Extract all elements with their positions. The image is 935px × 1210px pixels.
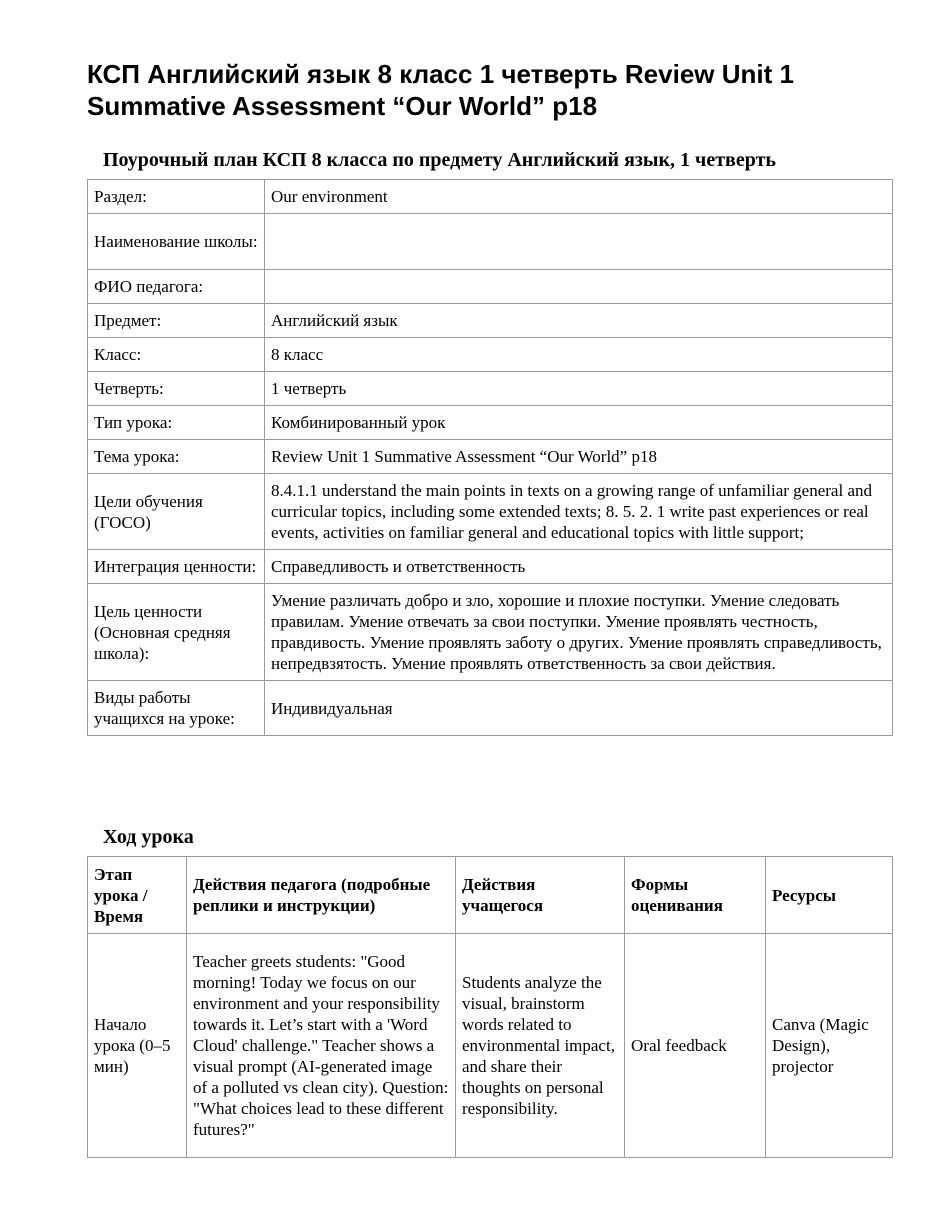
info-row-subject (88, 304, 893, 338)
info-row-lesson-type (88, 406, 893, 440)
lesson-process-table (87, 856, 893, 1158)
lesson-info-table (87, 179, 893, 736)
info-label: Виды работы учащихся на уроке: (88, 681, 265, 736)
info-row-learning-objectives (88, 474, 893, 550)
lesson-process-heading: Ход урока (103, 826, 194, 848)
info-row-work-types (88, 681, 893, 736)
info-label: Раздел: (88, 180, 265, 214)
info-value: Комбинированный урок (265, 406, 893, 440)
cell-stage: Начало урока (0–5 мин) (88, 934, 187, 1158)
info-label: Наименование школы: (88, 214, 265, 270)
info-label: Класс: (88, 338, 265, 372)
info-label: ФИО педагога: (88, 270, 265, 304)
info-row-section (88, 180, 893, 214)
info-row-quarter (88, 372, 893, 406)
column-header-stage: Этап урока / Время (88, 857, 187, 934)
cell-resources: Canva (Magic Design), projector (766, 934, 893, 1158)
info-label: Четверть: (88, 372, 265, 406)
column-header-assessment: Формы оценивания (625, 857, 766, 934)
column-header-resources: Ресурсы (766, 857, 893, 934)
info-value: 8.4.1.1 understand the main points in texts on a growing range of unfamiliar general and curricular topics, including some extended texts; 8. 5. 2. 1 write past experiences or real events, activities on familiar general and educational topics with little support; (265, 474, 893, 550)
info-row-lesson-topic (88, 440, 893, 474)
info-value: Справедливость и ответственность (265, 550, 893, 584)
cell-teacher-actions: Teacher greets students: "Good morning! Today we focus on our environment and your responsibility towards it. Let’s start with a 'Word Cloud' challenge." Teacher shows a visual prompt (AI-generated image of a polluted vs clean city). Question: "What choices lead to these different futures?" (187, 934, 456, 1158)
table-header-row (88, 857, 893, 934)
info-value: Our environment (265, 180, 893, 214)
info-row-teacher (88, 270, 893, 304)
info-row-value-goal (88, 584, 893, 681)
info-label: Тема урока: (88, 440, 265, 474)
info-label: Цели обучения (ГОСО) (88, 474, 265, 550)
table-row (88, 934, 893, 1158)
plan-heading: Поурочный план КСП 8 класса по предмету Английский язык, 1 четверть (103, 149, 776, 171)
info-value: Индивидуальная (265, 681, 893, 736)
info-value: 1 четверть (265, 372, 893, 406)
info-label: Цель ценности (Основная средняя школа): (88, 584, 265, 681)
info-row-grade (88, 338, 893, 372)
cell-student-actions: Students analyze the visual, brainstorm words related to environmental impact, and share their thoughts on personal responsibility. (456, 934, 625, 1158)
info-label: Тип урока: (88, 406, 265, 440)
column-header-student-actions: Действия учащегося (456, 857, 625, 934)
column-header-teacher-actions: Действия педагога (подробные реплики и инструкции) (187, 857, 456, 934)
page-title: КСП Английский язык 8 класс 1 четверть Review Unit 1 Summative Assessment “Our World” p18 (87, 59, 794, 121)
info-label: Интеграция ценности: (88, 550, 265, 584)
info-label: Предмет: (88, 304, 265, 338)
info-value: Английский язык (265, 304, 893, 338)
info-value (265, 270, 893, 304)
info-value (265, 214, 893, 270)
info-value: 8 класс (265, 338, 893, 372)
cell-assessment: Oral feedback (625, 934, 766, 1158)
info-row-value-integration (88, 550, 893, 584)
info-value: Review Unit 1 Summative Assessment “Our World” p18 (265, 440, 893, 474)
info-row-school (88, 214, 893, 270)
info-value: Умение различать добро и зло, хорошие и плохие поступки. Умение следовать правилам. Умение отвечать за свои поступки. Умение проявлять честность, правдивость. Умение проявлять заботу о других. Умение проявлять справедливость, непредвзятость. Умение проявлять ответственность за свои действия. (265, 584, 893, 681)
